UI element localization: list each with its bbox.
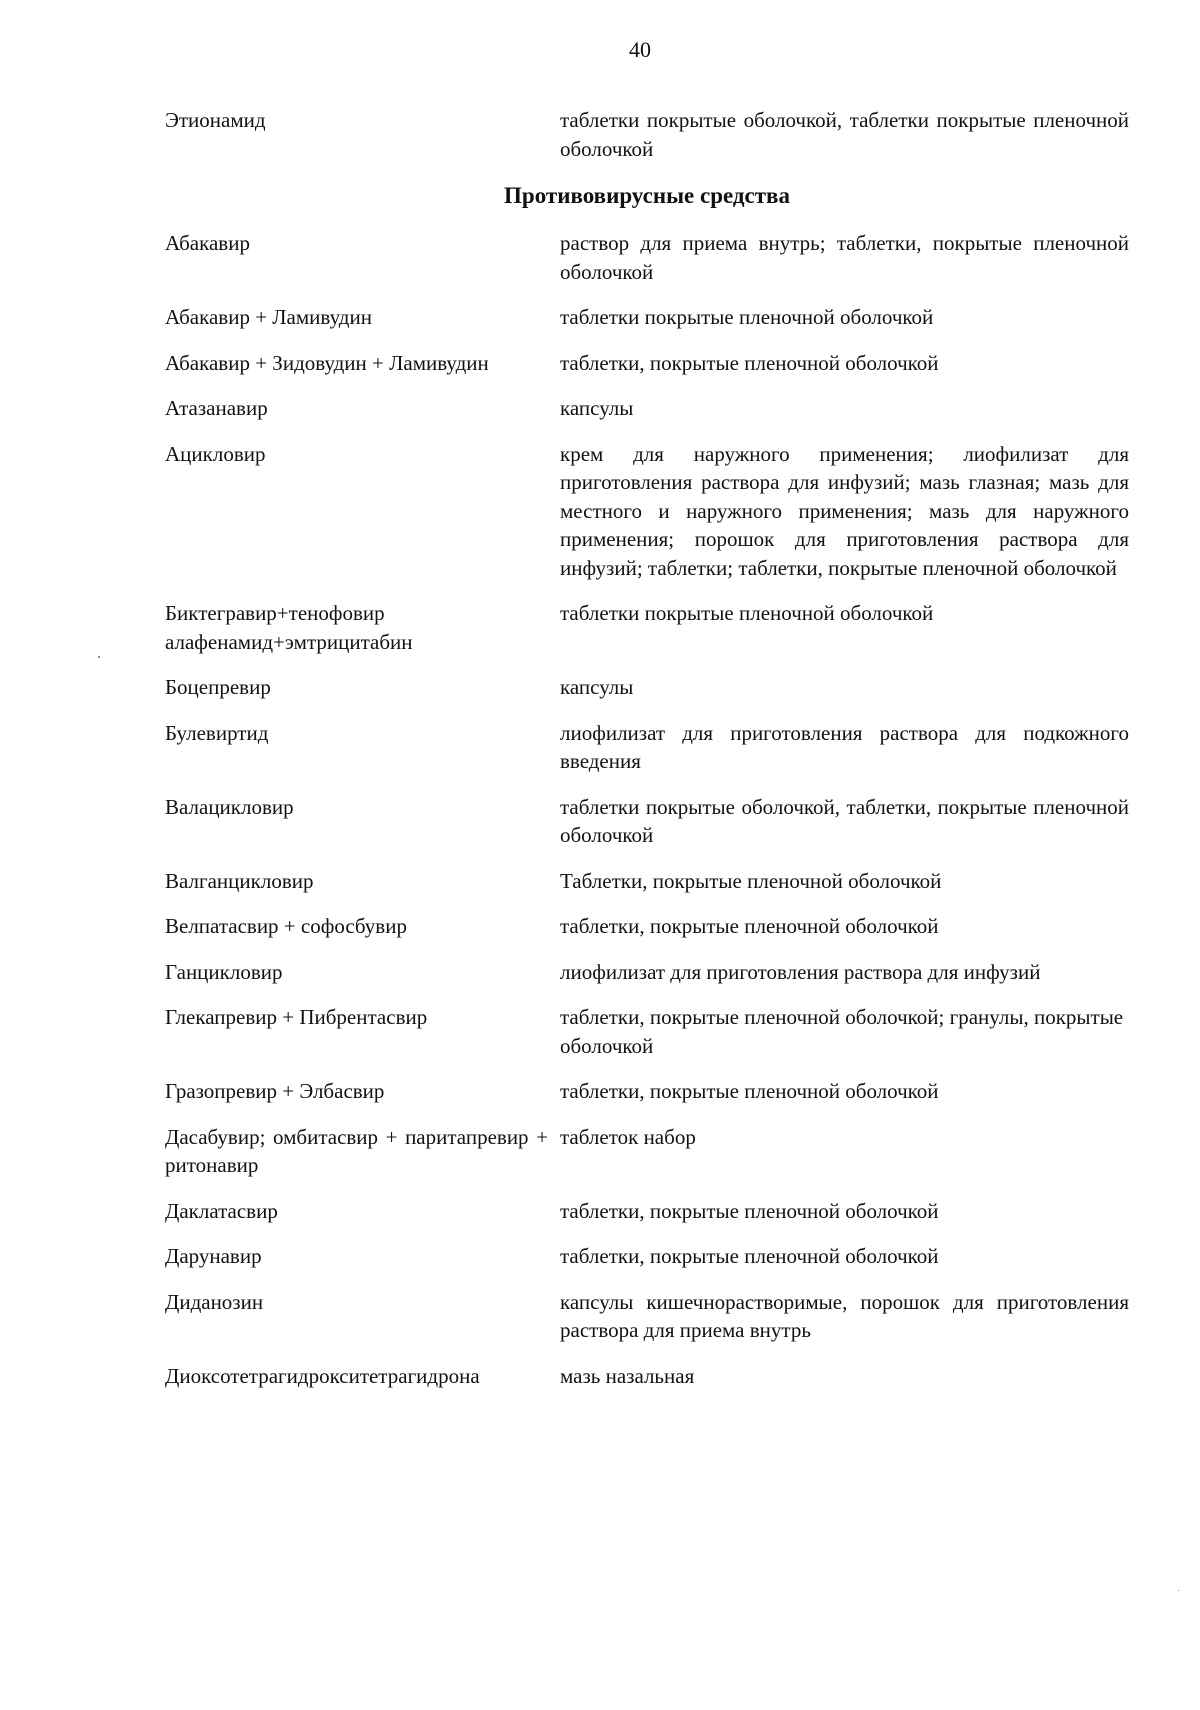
dosage-form: таблетки покрытые пленочной оболочкой bbox=[560, 305, 934, 329]
drug-name: Глекапревир + Пибрентасвир bbox=[165, 1005, 428, 1029]
drug-row bbox=[165, 229, 1129, 286]
drug-name: Абакавир + Зидовудин + Ламивудин bbox=[165, 350, 489, 375]
drug-name: Биктегравир+тенофовир алафенамид+эмтрицитабин bbox=[165, 601, 413, 654]
drug-row bbox=[165, 1288, 1129, 1345]
drug-row bbox=[165, 1077, 1129, 1106]
drug-row bbox=[165, 106, 1129, 163]
drug-name: Гразопревир + Элбасвир bbox=[165, 1079, 385, 1103]
drug-row bbox=[165, 958, 1129, 987]
dosage-form: таблетки покрытые пленочной оболочкой bbox=[560, 601, 934, 625]
drug-name: Велпатасвир + софосбувир bbox=[165, 914, 407, 938]
drug-list bbox=[165, 106, 1129, 1390]
dosage-form: раствор для приема внутрь; таблетки, покрытые пленочной оболочкой bbox=[560, 231, 1129, 284]
drug-row bbox=[165, 867, 1129, 896]
drug-row bbox=[165, 673, 1129, 702]
dosage-form: лиофилизат для приготовления раствора для подкожного введения bbox=[560, 720, 1129, 773]
drug-row bbox=[165, 793, 1129, 850]
drug-row bbox=[165, 719, 1129, 776]
dosage-form: таблеток набор bbox=[560, 1124, 696, 1149]
dosage-form: капсулы bbox=[560, 396, 634, 420]
drug-row bbox=[165, 1362, 1129, 1391]
drug-row bbox=[165, 1197, 1129, 1226]
dosage-form: таблетки, покрытые пленочной оболочкой bbox=[560, 1198, 939, 1223]
drug-name: Боцепревир bbox=[165, 675, 271, 699]
drug-name: Этионамид bbox=[165, 108, 266, 132]
drug-name: Абакавир bbox=[165, 231, 250, 255]
section-title: Противовирусные средства bbox=[504, 183, 790, 208]
dosage-form: таблетки, покрытые пленочной оболочкой; гранулы, покрытые оболочкой bbox=[560, 1005, 1124, 1058]
drug-row bbox=[165, 440, 1129, 583]
dosage-form: мазь назальная bbox=[560, 1363, 695, 1388]
dosage-form: таблетки покрытые оболочкой, таблетки, покрытые пленочной оболочкой bbox=[560, 794, 1129, 847]
scan-speck bbox=[1178, 1590, 1179, 1591]
drug-row bbox=[165, 394, 1129, 423]
dosage-form: таблетки, покрытые пленочной оболочкой bbox=[560, 1244, 939, 1268]
page-number: 40 bbox=[629, 37, 651, 62]
scan-speck bbox=[98, 656, 100, 658]
drug-row bbox=[165, 1123, 1129, 1180]
dosage-form: лиофилизат для приготовления раствора для инфузий bbox=[560, 959, 1041, 984]
dosage-form: таблетки, покрытые пленочной оболочкой bbox=[560, 914, 939, 938]
drug-row bbox=[165, 599, 1129, 656]
drug-name: Диданозин bbox=[165, 1289, 264, 1314]
drug-name: Дарунавир bbox=[165, 1244, 262, 1268]
drug-name: Булевиртид bbox=[165, 720, 269, 745]
drug-name: Ганцикловир bbox=[165, 959, 283, 984]
drug-row bbox=[165, 1003, 1129, 1060]
dosage-form: крем для наружного применения; лиофилизат для приготовления раствора для инфузий; мазь глазная; мазь для местного и наружного применения; мазь для наружного применения; порошок для приготовления раствора для инфузий; таблетки; таблетки, покрытые пленочной оболочкой bbox=[560, 441, 1129, 580]
drug-name: Даклатасвир bbox=[165, 1198, 278, 1223]
drug-name: Валацикловир bbox=[165, 794, 294, 819]
drug-name: Атазанавир bbox=[165, 396, 268, 420]
drug-name: Дасабувир; омбитасвир + паритапревир + ритонавир bbox=[165, 1124, 548, 1177]
dosage-form: таблетки покрытые оболочкой, таблетки покрытые пленочной оболочкой bbox=[560, 108, 1129, 161]
drug-name: Ацикловир bbox=[165, 441, 266, 466]
dosage-form: таблетки, покрытые пленочной оболочкой bbox=[560, 1079, 939, 1103]
drug-row bbox=[165, 349, 1129, 378]
dosage-form: капсулы кишечнорастворимые, порошок для приготовления раствора для приема внутрь bbox=[560, 1289, 1129, 1342]
drug-name: Абакавир + Ламивудин bbox=[165, 305, 372, 329]
dosage-form: капсулы bbox=[560, 675, 634, 699]
dosage-form: таблетки, покрытые пленочной оболочкой bbox=[560, 350, 939, 375]
drug-name: Валганцикловир bbox=[165, 868, 314, 893]
drug-row bbox=[165, 1242, 1129, 1271]
drug-name: Диоксотетрагидрокситетрагидрона bbox=[165, 1363, 480, 1388]
dosage-form: Таблетки, покрытые пленочной оболочкой bbox=[560, 868, 942, 893]
drug-row bbox=[165, 912, 1129, 941]
drug-row bbox=[165, 303, 1129, 332]
